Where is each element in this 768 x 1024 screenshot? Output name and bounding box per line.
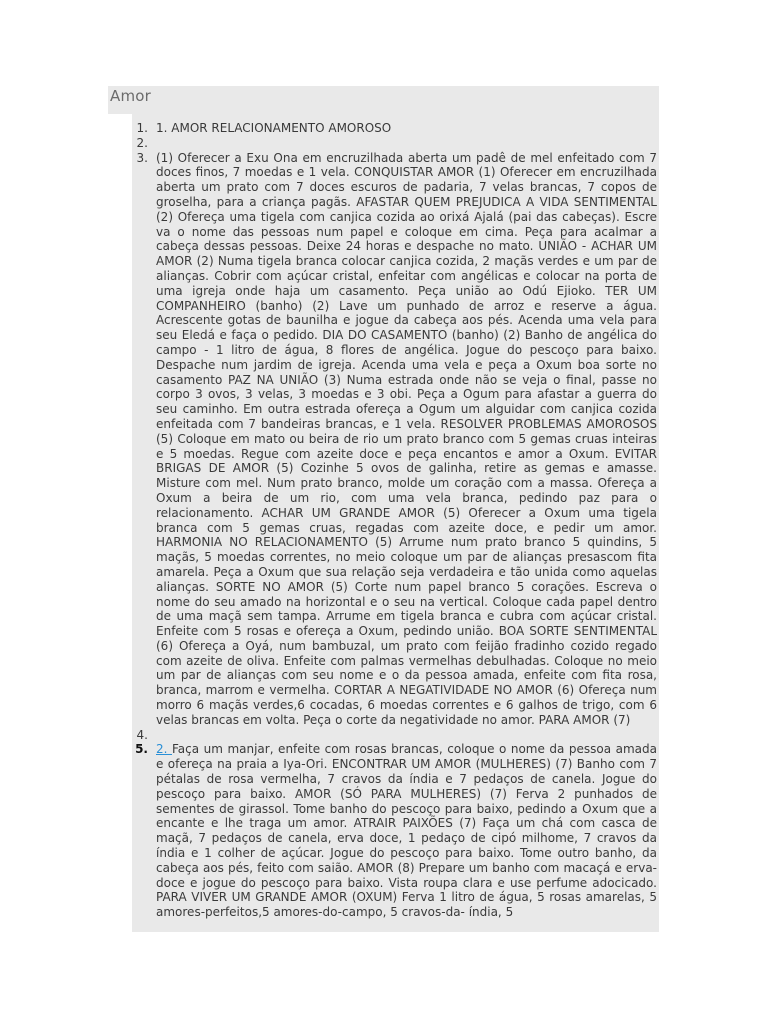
list-item (136, 150, 657, 728)
list-item-text: 1. AMOR RELACIONAMENTO AMOROSO (156, 121, 392, 135)
title-bar (108, 86, 659, 114)
list-item-text (156, 742, 657, 920)
list-number: 4. (136, 727, 148, 742)
list-number: 3. (136, 150, 148, 165)
document-page (108, 86, 659, 932)
list-item-text (156, 728, 657, 743)
list-number: 2. (136, 135, 148, 150)
list-item-text (156, 136, 657, 151)
list-item (136, 121, 657, 136)
list-item-body: Faça um manjar, enfeite com rosas brancas, coloque o nome da pessoa amada e ofereça na praia a Iya-Ori. ENCONTRAR UM AMOR (MULHERES) (7) Banho com 7 pétalas de rosa vermelha, 7 cravos da índia e 7 pedaços de canela. Jogue do pescoço para baixo. AMOR (SÓ PARA MULHERES) (7) Ferva 2 punhados de sementes de girassol. Tome banho do pescoço para baixo, pedindo a Oxum que a encante e lhe traga um amor. ATRAIR PAIXÕES (7) Faça um chá com casca de maçã, 7 pedaços de canela, erva doce, 1 pedaço de cipó milhome, 7 cravos da índia e 1 colher de açúcar. Jogue do pescoço para baixo. Tome outro banho, da cabeça aos pés, feito com saião. AMOR (8) Prepare um banho com macaçá e erva-doce e jogue do pescoço para baixo. Vista roupa clara e use perfume adocicado. PARA VIVER UM GRANDE AMOR (OXUM) Ferva 1 litro de água, 5 rosas amarelas, 5 amores-perfeitos,5 amores-do-campo, 5 cravos-da- índia, 5 (156, 742, 658, 920)
content-area (132, 114, 659, 932)
numbered-list (135, 121, 658, 920)
list-number: 1. (136, 121, 148, 135)
list-item (135, 742, 658, 920)
document-title: Amor (110, 87, 152, 105)
list-item (136, 135, 657, 151)
list-number: 5. (135, 742, 148, 757)
list-item (136, 727, 657, 743)
list-item-text: (1) Oferecer a Exu Ona em encruzilhada aberta um padê de mel enfeitado com 7 doces finos, 7 moedas e 1 vela. CONQUISTAR AMOR (1) Oferecer em encruzilhada aberta um prato com 7 doces escuros de padaria, 7 velas brancas, 7 copos de groselha, para a criança pagãs. AFASTAR QUEM PREJUDICA A VIDA SENTIMENTAL (2) Ofereça uma tigela com canjica cozida ao orixá Ajalá (pai das cabeças). Escre va o nome das pessoas num papel e coloque em cima. Peça para acalmar a cabeça dessas pessoas. Deixe 24 horas e despache no mato. UNIÃO - ACHAR UM AMOR (2) Numa tigela branca colocar canjica cozida, 2 maçãs verdes e um par de alianças. Cobrir com açúcar cristal, enfeitar com angélicas e colocar na porta de uma igreja onde haja um casamento. Peça união ao Odú Ejioko. TER UM COMPANHEIRO (banho) (2) Lave um punhado de arroz e reserve a água. Acrescente gotas de baunilha e jogue da cabeça aos pés. Acenda uma vela para seu Eledá e faça o pedido. DIA DO CASAMENTO (banho) (2) Banho de angélica do campo - 1 litro de água, 8 flores de angélica. Jogue do pescoço para baixo. Despache num jardim de igreja. Acenda uma vela e peça a Oxum boa sorte no casamento PAZ NA UNIÃO (3) Numa estrada onde não se veja o final, passe no corpo 3 ovos, 3 velas, 3 moedas e 3 obi. Peça a Ogum para afastar a guerra do seu caminho. Em outra estrada ofereça a Ogum um alguidar com canjica cozida enfeitada com 7 bandeiras brancas, e 1 vela. RESOLVER PROBLEMAS AMOROSOS (5) Coloque em mato ou beira de rio um prato branco com 5 gemas cruas inteiras e 5 moedas. Regue com azeite doce e peça encantos e amor a Oxum. EVITAR BRIGAS DE AMOR (5) Cozinhe 5 ovos de galinha, retire as gemas e amasse. Misture com mel. Num prato branco, molde um coração com a massa. Ofereça a Oxum a beira de um rio, com uma vela branca, pedindo paz para o relacionamento. ACHAR UM GRANDE AMOR (5) Oferecer a Oxum uma tigela branca com 5 gemas cruas, regadas com azeite doce, e pedir um amor. HARMONIA NO RELACIONAMENTO (5) Arrume num prato branco 5 quindins, 5 maçãs, 5 moedas correntes, no meio coloque um par de alianças presascom fita amarela. Peça a Oxum que sua relação seja verdadeira e tão unida como aquelas alianças. SORTE NO AMOR (5) Corte num papel branco 5 corações. Escreva o nome do seu amado na horizontal e o seu na vertical. Coloque cada papel dentro de uma maçã sem tampa. Arrume em tigela branca e cubra com açúcar cristal. Enfeite com 5 rosas e ofereça a Oxum, pedindo união. BOA SORTE SENTIMENTAL (6) Ofereça a Oyá, num bambuzal, um prato com feijão fradinho cozido regado com azeite de oliva. Enfeite com palmas vermelhas debulhadas. Coloque no meio um par de alianças com seu nome e o da pessoa amada, enfeite com fita rosa, branca, marrom e vermelha. CORTAR A NEGATIVIDADE NO AMOR (6) Ofereça num morro 6 maçãs verdes,6 cocadas, 6 moedas correntes e 6 galhos de trigo, com 6 velas brancas em volta. Peça o corte da negatividade no amor. PARA AMOR (7) (156, 150, 657, 727)
item-link[interactable]: 2. (156, 742, 172, 757)
